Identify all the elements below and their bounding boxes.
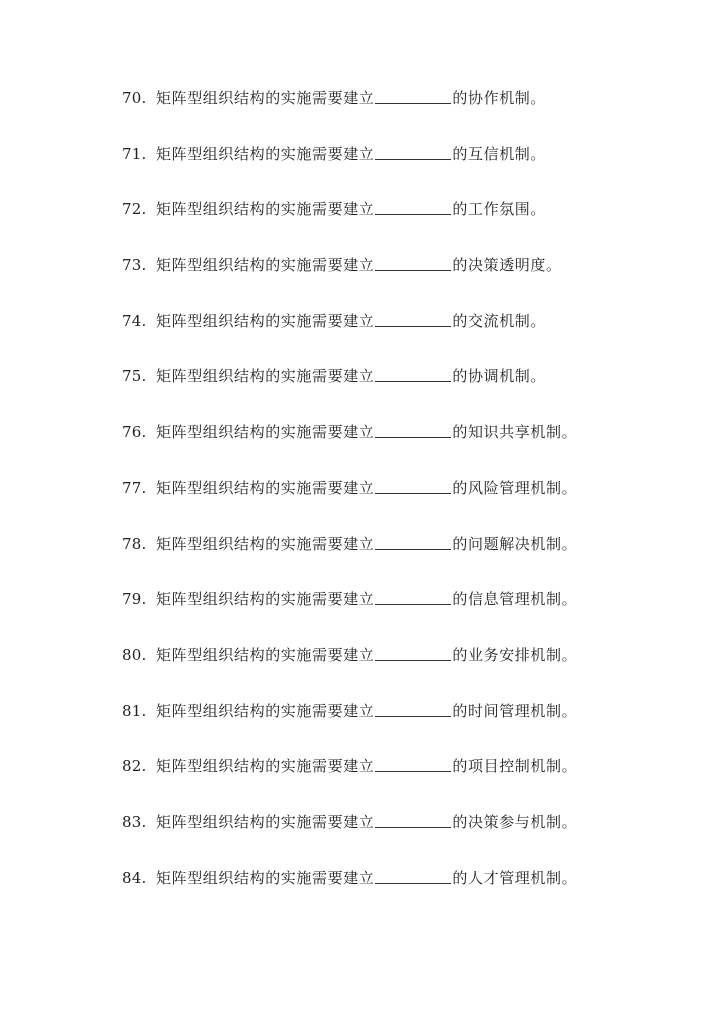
question-number: 72. — [122, 200, 147, 219]
question-list — [122, 86, 682, 921]
answer-blank — [375, 86, 451, 104]
question-stem: 矩阵型组织结构的实施需要建立 — [156, 590, 375, 609]
answer-blank — [375, 699, 451, 717]
question-number: 83. — [122, 812, 147, 831]
question-tail: 的时间管理机制。 — [452, 701, 578, 720]
answer-blank — [375, 866, 451, 884]
answer-blank — [375, 643, 451, 661]
question-tail: 的协作机制。 — [452, 89, 547, 107]
question-item — [122, 142, 682, 198]
answer-blank — [375, 142, 451, 160]
question-tail: 的工作氛围。 — [452, 200, 547, 219]
question-number: 81. — [122, 701, 147, 720]
question-number: 76. — [122, 423, 147, 442]
answer-blank — [375, 420, 451, 438]
question-number: 74. — [122, 311, 147, 330]
question-item — [122, 643, 682, 699]
question-tail: 的决策参与机制。 — [452, 812, 578, 831]
question-item — [122, 309, 682, 365]
question-item — [122, 253, 682, 309]
answer-blank — [375, 587, 451, 605]
question-item — [122, 420, 682, 476]
answer-blank — [375, 197, 451, 215]
answer-blank — [375, 364, 451, 382]
question-stem: 矩阵型组织结构的实施需要建立 — [156, 645, 375, 664]
question-item — [122, 86, 682, 142]
question-stem: 矩阵型组织结构的实施需要建立 — [156, 757, 375, 776]
answer-blank — [375, 810, 451, 828]
answer-blank — [375, 532, 451, 550]
answer-blank — [375, 309, 451, 327]
question-item — [122, 476, 682, 532]
question-stem: 矩阵型组织结构的实施需要建立 — [156, 144, 375, 163]
question-number: 78. — [122, 534, 147, 553]
question-tail: 的业务安排机制。 — [452, 645, 578, 664]
question-number: 79. — [122, 590, 147, 609]
question-number: 70. — [122, 89, 147, 107]
question-tail: 的风险管理机制。 — [452, 478, 578, 497]
question-stem: 矩阵型组织结构的实施需要建立 — [156, 89, 375, 107]
question-stem: 矩阵型组织结构的实施需要建立 — [156, 423, 375, 442]
question-item — [122, 532, 682, 588]
question-tail: 的协调机制。 — [452, 367, 547, 386]
question-item — [122, 754, 682, 810]
question-number: 82. — [122, 757, 147, 776]
question-item — [122, 364, 682, 420]
question-tail: 的互信机制。 — [452, 144, 547, 163]
question-tail: 的项目控制机制。 — [452, 757, 578, 776]
question-stem: 矩阵型组织结构的实施需要建立 — [156, 200, 375, 219]
question-number: 71. — [122, 144, 147, 163]
question-stem: 矩阵型组织结构的实施需要建立 — [156, 256, 375, 275]
question-stem: 矩阵型组织结构的实施需要建立 — [156, 868, 375, 887]
question-tail: 的知识共享机制。 — [452, 423, 578, 442]
question-item — [122, 810, 682, 866]
question-stem: 矩阵型组织结构的实施需要建立 — [156, 534, 375, 553]
question-item — [122, 197, 682, 253]
question-item — [122, 587, 682, 643]
question-item — [122, 866, 682, 922]
question-number: 77. — [122, 478, 147, 497]
question-tail: 的信息管理机制。 — [452, 590, 578, 609]
question-stem: 矩阵型组织结构的实施需要建立 — [156, 701, 375, 720]
question-number: 80. — [122, 645, 147, 664]
question-number: 75. — [122, 367, 147, 386]
question-stem: 矩阵型组织结构的实施需要建立 — [156, 812, 375, 831]
question-stem: 矩阵型组织结构的实施需要建立 — [156, 367, 375, 386]
question-tail: 的问题解决机制。 — [452, 534, 578, 553]
question-stem: 矩阵型组织结构的实施需要建立 — [156, 478, 375, 497]
answer-blank — [375, 253, 451, 271]
question-stem: 矩阵型组织结构的实施需要建立 — [156, 311, 375, 330]
question-number: 84. — [122, 868, 147, 887]
question-tail: 的决策透明度。 — [452, 256, 562, 275]
question-tail: 的交流机制。 — [452, 311, 547, 330]
answer-blank — [375, 476, 451, 494]
question-item — [122, 699, 682, 755]
question-number: 73. — [122, 256, 147, 275]
question-tail: 的人才管理机制。 — [452, 868, 578, 887]
answer-blank — [375, 754, 451, 772]
